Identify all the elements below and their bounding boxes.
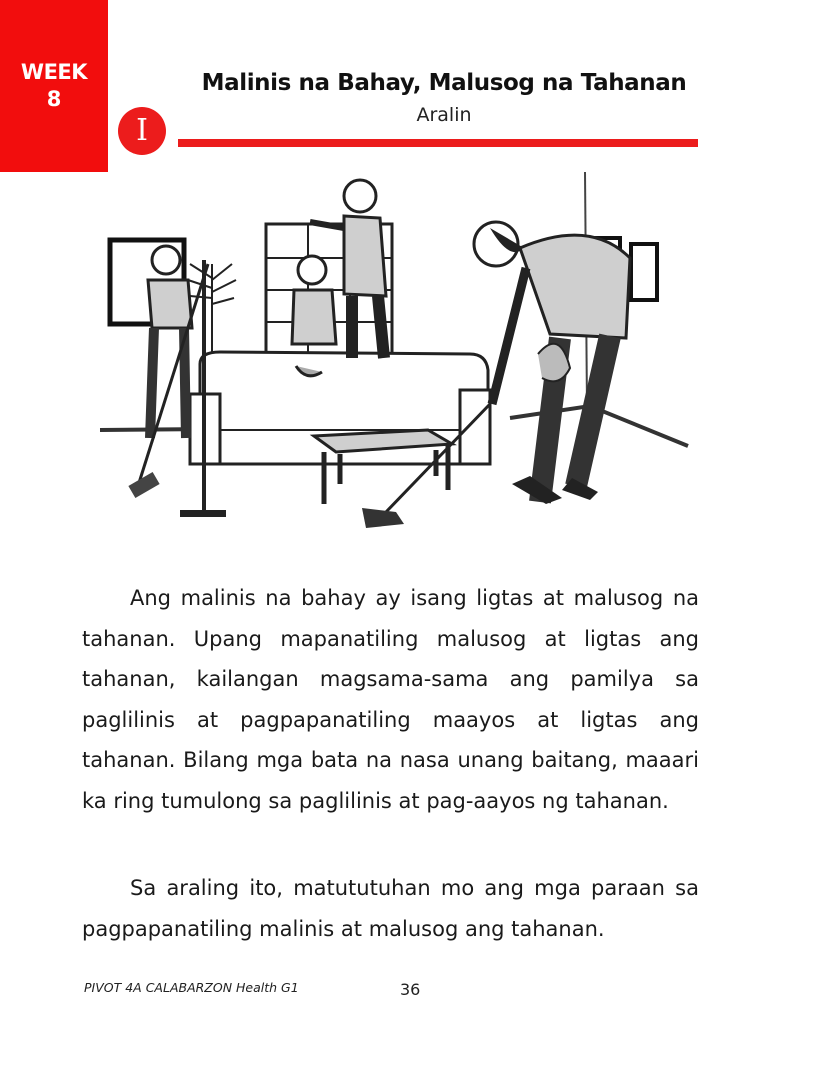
family-cleaning-illustration	[90, 168, 690, 540]
body-paragraph-2: Sa araling ito, matututuhan mo ang mga paraan sa pagpapanatiling malinis at malusog ang tahanan.	[82, 876, 699, 941]
title-divider	[178, 139, 698, 147]
page-number: 36	[400, 980, 421, 999]
footer-source: PIVOT 4A CALABARZON Health G1	[84, 980, 299, 995]
page-subtitle: Aralin	[416, 104, 472, 126]
week-number: 8	[46, 87, 62, 111]
body-paragraph-1: Ang malinis na bahay ay isang ligtas at malusog na tahanan. Upang mapanatiling malusog at ligtas ang tahanan, kailangan magsama-sama ang pamilya sa paglilinis at pagpapanatiling maayos at ligtas ang tahanan. Bilang mga bata na nasa unang baitang, maaari ka ring tumulong sa paglilinis at pag-aayos ng tahanan.	[82, 586, 699, 813]
week-label: WEEK	[20, 60, 88, 84]
plant-icon	[188, 264, 236, 358]
wall-picture-right-2	[631, 244, 657, 300]
week-tab	[0, 0, 108, 172]
section-badge: I	[118, 107, 166, 155]
page-title: Malinis na Bahay, Malusog na Tahanan	[201, 70, 687, 96]
